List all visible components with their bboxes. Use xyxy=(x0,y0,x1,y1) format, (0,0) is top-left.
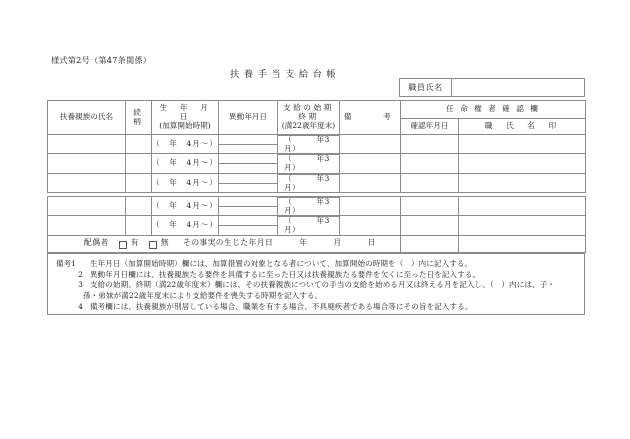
employee-name-label: 職員氏名 xyxy=(400,79,452,96)
cell-remarks[interactable] xyxy=(340,216,401,235)
note-text: 支給の始期、終期（満22歳年度末）欄には、その扶養親族についての手当の支給を始める月又は終える月を記入し、（ ）内には、子・ xyxy=(90,280,555,290)
cell-dependent-name[interactable] xyxy=(48,154,126,173)
col-header-payment-period xyxy=(278,101,340,135)
spouse-label: 配偶者 xyxy=(84,238,109,248)
cell-confirm-date[interactable] xyxy=(401,173,459,192)
cell-confirm-date[interactable] xyxy=(401,216,459,235)
spouse-month-label[interactable]: 月 xyxy=(333,238,342,248)
spouse-row-content xyxy=(48,235,401,252)
cell-payment-end[interactable]: （ 年3月） xyxy=(284,154,330,173)
spouse-row xyxy=(48,235,586,252)
col-header-confirm-date: 確認年月日 xyxy=(401,119,459,135)
cell-change-date-top[interactable] xyxy=(219,225,277,226)
cell-payment-period[interactable] xyxy=(278,216,340,235)
col-header-payment-period-line1: 支給の始期終期 xyxy=(283,103,334,122)
cell-change-date[interactable] xyxy=(219,173,278,192)
col-header-birthdate xyxy=(152,101,219,135)
cell-remarks[interactable] xyxy=(340,197,401,216)
col-header-birthdate-line2: (加算開始時期) xyxy=(159,120,211,130)
table-row xyxy=(48,197,586,216)
note-text-continued: 孫・弟妹が満22歳年度末により支給要件を喪失する時期を記入する。 xyxy=(83,290,323,300)
spouse-year-label[interactable]: 年 xyxy=(299,238,308,248)
col-header-post-name-seal: 職 氏 名 印 xyxy=(459,119,586,135)
cell-relationship[interactable] xyxy=(126,216,152,235)
dependents-table xyxy=(47,100,586,193)
cell-relationship[interactable] xyxy=(126,197,152,216)
spouse-day-label[interactable]: 日 xyxy=(367,238,376,248)
spouse-fact-date-label: その事実の生じた年月日 xyxy=(183,238,274,248)
cell-birthdate[interactable]: （ 年 4月～） xyxy=(152,135,219,154)
note-text: 生年月日（加算開始時期）欄には、加算措置の対象となる者について、加算開始の時期を（ ）内に記入する。 xyxy=(90,259,473,268)
cell-payment-end[interactable]: （ 年3月） xyxy=(284,173,330,192)
employee-name-field[interactable] xyxy=(452,79,584,96)
cell-dependent-name[interactable] xyxy=(48,135,126,154)
cell-payment-period[interactable] xyxy=(278,154,340,173)
cell-remarks[interactable] xyxy=(340,154,401,173)
cell-change-date[interactable] xyxy=(219,135,278,154)
spouse-yes-label: 有 xyxy=(130,238,139,248)
col-header-remarks: 備 考 xyxy=(340,101,401,135)
note-item xyxy=(56,280,576,291)
note-number: 備考1 xyxy=(56,259,77,268)
note-text: 異動年月日欄には、扶養親族たる要件を具備するに至った日又は扶養親族たる要件を欠くに至った日を記入する。 xyxy=(90,269,481,279)
employee-name-box xyxy=(399,78,585,97)
cell-birthdate[interactable]: （ 年 4月～） xyxy=(152,154,219,173)
cell-dependent-name[interactable] xyxy=(48,197,126,216)
cell-change-date[interactable] xyxy=(219,216,278,235)
col-header-relationship: 続 柄 xyxy=(126,101,152,135)
cell-post-name-seal[interactable] xyxy=(459,216,586,235)
cell-payment-period[interactable] xyxy=(278,173,340,192)
col-header-dependent-name: 扶養親族の氏名 xyxy=(48,101,126,135)
page-title: 扶養手当支給台帳 xyxy=(230,69,341,80)
cell-change-date-top[interactable] xyxy=(219,144,277,145)
cell-payment-end[interactable]: （ 年3月） xyxy=(284,197,330,215)
cell-relationship[interactable] xyxy=(126,173,152,192)
cell-confirm-date[interactable] xyxy=(401,154,459,173)
cell-post-name-seal[interactable] xyxy=(459,197,586,216)
table-row xyxy=(48,154,586,173)
spouse-yes-checkbox[interactable] xyxy=(119,241,127,249)
cell-change-date-top[interactable] xyxy=(219,206,277,207)
cell-confirm-date[interactable] xyxy=(401,135,459,154)
cell-remarks[interactable] xyxy=(340,135,401,154)
table-row xyxy=(48,216,586,235)
notes-box xyxy=(47,253,585,315)
note-item xyxy=(56,259,576,270)
cell-dependent-name[interactable] xyxy=(48,216,126,235)
spouse-no-label: 無 xyxy=(160,238,169,248)
cell-change-date[interactable] xyxy=(219,197,278,216)
cell-payment-end[interactable]: （ 年3月） xyxy=(284,216,330,235)
cell-post-name-seal[interactable] xyxy=(459,173,586,192)
col-header-change-date: 異動年月日 xyxy=(219,101,278,135)
spouse-confirm-date[interactable] xyxy=(401,235,459,252)
cell-birthdate[interactable]: （ 年 4月～） xyxy=(152,173,219,192)
table-header-row xyxy=(48,101,586,119)
col-header-birthdate-line1: 生 年 月 日 xyxy=(159,103,221,122)
cell-change-date-top[interactable] xyxy=(219,163,277,164)
cell-birthdate[interactable]: （ 年 4月～） xyxy=(152,216,219,235)
note-item xyxy=(56,270,576,281)
cell-relationship[interactable] xyxy=(126,154,152,173)
table-row xyxy=(48,135,586,154)
cell-remarks[interactable] xyxy=(340,173,401,192)
col-header-payment-period-line2: (満22歳年度末) xyxy=(281,120,336,130)
cell-post-name-seal[interactable] xyxy=(459,154,586,173)
cell-birthdate[interactable]: （ 年 4月～） xyxy=(152,197,219,216)
dependents-table-continued xyxy=(47,196,586,253)
cell-post-name-seal[interactable] xyxy=(459,135,586,154)
note-number: 3 xyxy=(78,280,83,290)
cell-dependent-name[interactable] xyxy=(48,173,126,192)
note-number: 2 xyxy=(78,269,83,279)
cell-payment-period[interactable] xyxy=(278,135,340,154)
cell-relationship[interactable] xyxy=(126,135,152,154)
cell-change-date[interactable] xyxy=(219,154,278,173)
note-item xyxy=(56,302,576,313)
cell-payment-period[interactable] xyxy=(278,197,340,216)
spouse-no-checkbox[interactable] xyxy=(149,241,157,249)
cell-payment-end[interactable]: （ 年3月） xyxy=(284,135,330,153)
note-text: 備考欄には、扶養親族が別居している場合、職業を有する場合、不具廃疾者である場合等にその旨を記入する。 xyxy=(90,301,473,311)
col-header-approver-section: 任 命 権 者 確 認 欄 xyxy=(401,101,586,119)
cell-confirm-date[interactable] xyxy=(401,197,459,216)
cell-change-date-top[interactable] xyxy=(219,183,277,184)
spouse-post-name-seal[interactable] xyxy=(459,235,586,252)
note-number: 4 xyxy=(78,301,83,311)
table-row xyxy=(48,173,586,192)
form-number: 様式第2号（第47条関係） xyxy=(51,55,152,65)
